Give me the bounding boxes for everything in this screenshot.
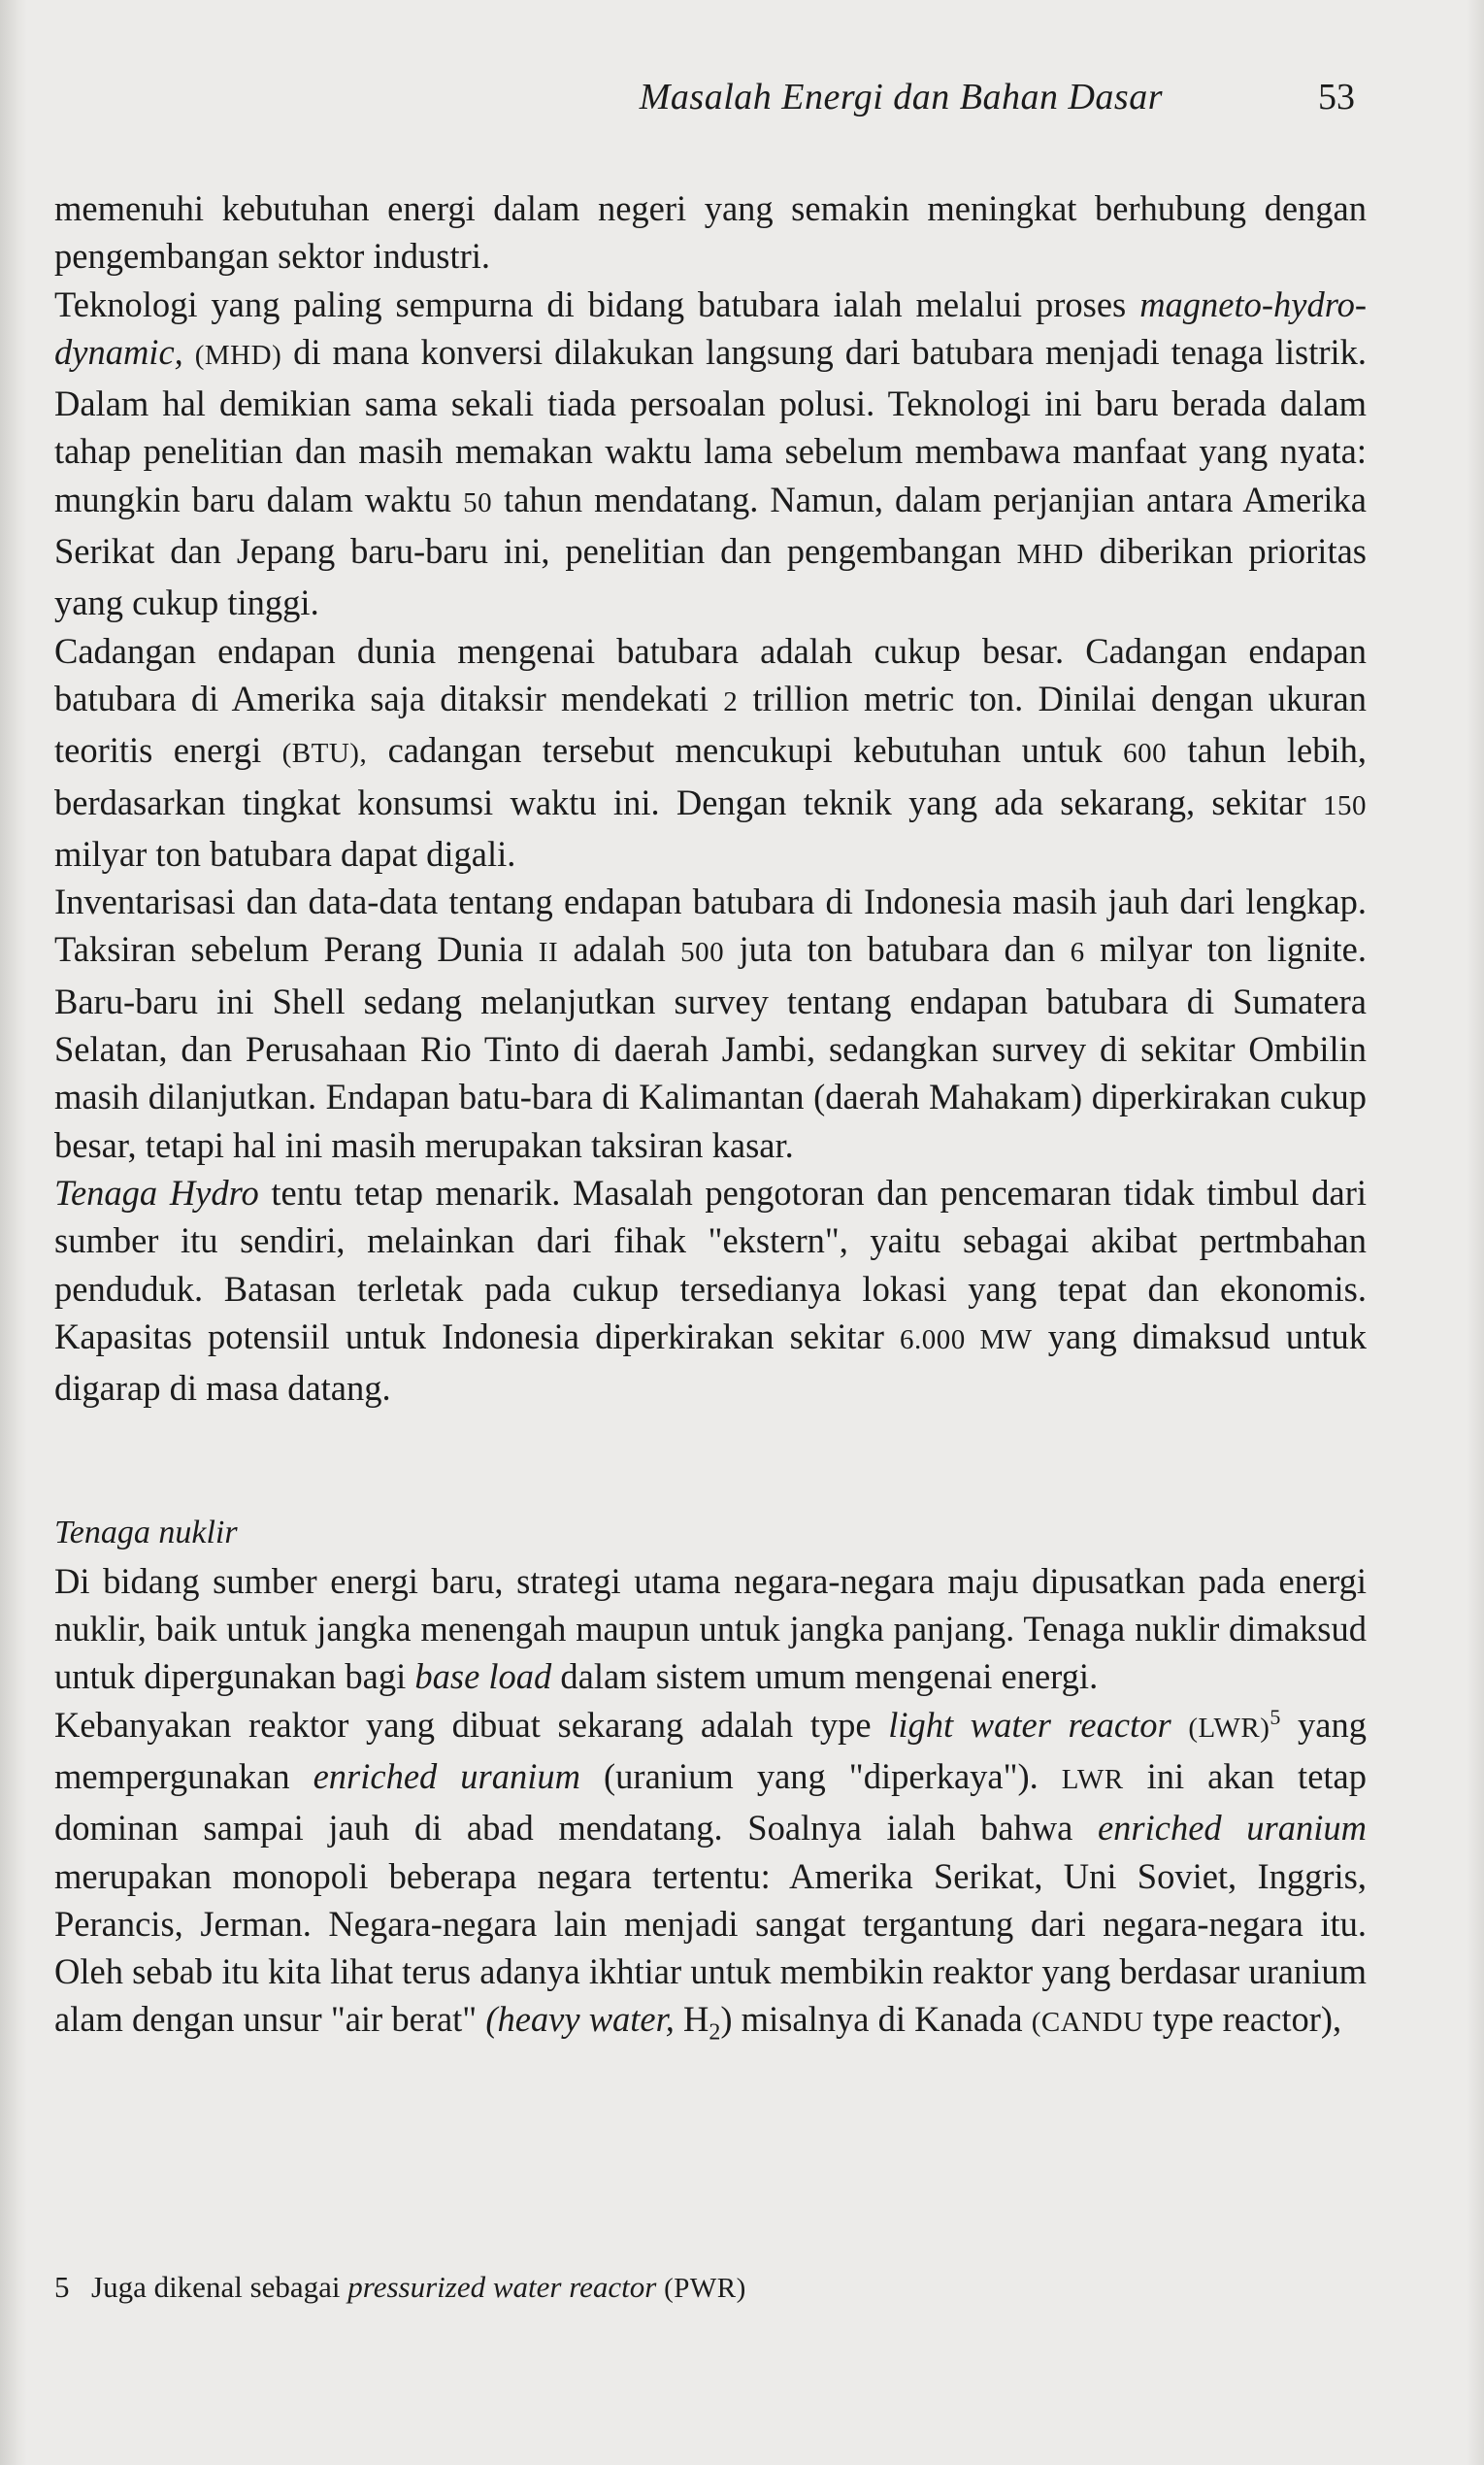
abbr-mhd-2: MHD xyxy=(1016,539,1084,571)
term-heavy-water: (heavy water, xyxy=(485,1999,675,2040)
term-base-load: base load xyxy=(414,1656,552,1697)
text-run: di mana konversi dilakukan langsung dari batubara menjadi tenaga listrik. Dalam hal demikian sama sekali tiada persoalan polusi. Teknologi ini baru berada dalam tahap penelitian dan masih memakan waktu lama sebelum membawa manfaat yang nyata: mungkin baru dalam waktu xyxy=(54,331,1368,519)
scan-left-edge xyxy=(0,0,27,2465)
text-run: Cadangan endapan dunia mengenai batubara adalah cukup besar. Cadangan endapan batubara di Amerika saja ditaksir mendekati xyxy=(54,630,1367,718)
text-run: dalam sistem umum mengenai energi. xyxy=(551,1656,1099,1697)
page-number: 53 xyxy=(1318,77,1355,117)
footnote-text: Juga dikenal sebagai xyxy=(91,2270,348,2304)
footnote-term: pressurized water reactor xyxy=(347,2270,657,2304)
text-run: Teknologi yang paling sempurna di bidang batubara ialah melalui proses xyxy=(54,283,1140,324)
text-run: Di bidang sumber energi baru, strategi utama negara-negara maju dipusatkan pada energi nuklir, baik untuk jangka menengah maupun untuk jangka panjang. Tenaga nuklir dimaksud untuk dipergunakan bagi xyxy=(54,1560,1367,1697)
number-150: 150 xyxy=(1323,789,1367,821)
paragraph-mhd-technology xyxy=(54,281,1367,627)
text-run: (uranium yang "diperkaya"). xyxy=(580,1755,1062,1796)
text-run: ) misalnya di Kanada xyxy=(720,1999,1032,2040)
section-heading-text: Tenaga nuklir xyxy=(54,1515,238,1551)
paragraph-world-reserves xyxy=(54,627,1367,878)
abbr-mhd: (MHD) xyxy=(194,339,282,371)
abbr-btu: (BTU), xyxy=(281,738,368,770)
text-run: cadangan tersebut mencukupi kebutuhan untuk xyxy=(367,730,1124,771)
footnote-number: 5 xyxy=(54,2270,70,2304)
text-run: milyar ton lignite. Baru-baru ini Shell sedang melanjutkan survey tentang endapan batubara di Sumatera Selatan, dan Perusahaan Rio Tinto di daerah Jambi, sedangkan survey di sekitar Ombilin masih dilanjutkan. Endapan batu-bara di Kalimantan (daerah Mahakam) diperkirakan cukup besar, tetapi hal ini masih merupakan taksiran kasar. xyxy=(54,929,1367,1165)
running-title: Masalah Energi dan Bahan Dasar xyxy=(639,77,1163,117)
paragraph-reactor-types xyxy=(54,1701,1367,2048)
text-run: H xyxy=(674,1999,709,2040)
paragraph-industry-demand xyxy=(54,184,1367,281)
text-run: Kebanyakan reaktor yang dibuat sekarang adalah type xyxy=(54,1704,889,1745)
text-run: milyar ton batubara dapat digali. xyxy=(54,833,516,874)
footnote-abbr: (PWR) xyxy=(664,2273,746,2304)
footnote xyxy=(54,2268,1367,2308)
number-two: 2 xyxy=(723,685,739,717)
scan-right-edge xyxy=(1467,0,1484,2465)
subscript-two: 2 xyxy=(709,2019,721,2046)
abbr-lwr-2: LWR xyxy=(1061,1763,1124,1795)
number-500: 500 xyxy=(680,937,725,969)
term-hydro: Tenaga Hydro xyxy=(54,1172,259,1213)
text-run: ini akan tetap dominan sampai jauh di abad mendatang. Soalnya ialah bahwa xyxy=(54,1755,1367,1849)
term-lwr: light water reactor xyxy=(888,1704,1171,1745)
text-run: yang mempergunakan xyxy=(54,1704,1367,1796)
text-run: adalah xyxy=(558,929,681,970)
text-run: tahun lebih, berdasarkan tingkat konsumsi waktu ini. Dengan teknik yang ada sekarang, sekitar xyxy=(54,730,1367,822)
text-run: tahun mendatang. Namun, dalam perjanjian antara Amerika Serikat dan Jepang baru-baru ini, penelitian dan pengembangan xyxy=(54,479,1367,572)
roman-ii: II xyxy=(538,937,559,969)
number-6: 6 xyxy=(1070,937,1085,969)
paragraph-indonesia-inventory xyxy=(54,878,1367,1169)
page-header xyxy=(54,76,1355,130)
text-run: merupakan monopoli beberapa negara tertentu: Amerika Serikat, Uni Soviet, Inggris, Perancis, Jerman. Negara-negara lain menjadi sangat tergantung dari negara-negara itu. Oleh sebab itu kita lihat terus adanya ikhtiar untuk membikin reaktor yang berdasar uranium alam dengan unsur "air berat" xyxy=(54,1855,1367,2040)
text-run: type reactor), xyxy=(1143,1999,1342,2040)
number-fifty: 50 xyxy=(463,486,493,518)
text-run: trillion metric ton. Dinilai dengan ukuran teoritis energi xyxy=(54,678,1367,771)
page-body xyxy=(54,184,1367,2048)
text-run: memenuhi kebutuhan energi dalam negeri yang semakin meningkat berhubung dengan pengembangan sektor industri. xyxy=(54,188,1367,277)
term-enriched-uranium-2: enriched uranium xyxy=(1097,1808,1367,1849)
term-mhd: magneto-hydro-dynamic, xyxy=(54,283,1367,372)
paragraph-nuclear-strategy xyxy=(54,1557,1367,1701)
footnote-ref: 5 xyxy=(1270,1704,1281,1729)
abbr-lwr: (LWR) xyxy=(1188,1712,1270,1744)
number-600: 600 xyxy=(1123,738,1168,770)
text-run: diberikan prioritas yang cukup tinggi. xyxy=(54,531,1367,623)
text-run: Inventarisasi dan data-data tentang endapan batubara di Indonesia masih jauh dari lengkap. Taksiran sebelum Perang Dunia xyxy=(54,882,1367,970)
text-run: juta ton batubara dan xyxy=(724,929,1071,970)
number-6000-mw: 6.000 MW xyxy=(900,1323,1033,1355)
abbr-candu: (CANDU xyxy=(1031,2007,1144,2039)
text-run: yang dimaksud untuk digarap di masa datang. xyxy=(54,1316,1367,1409)
paragraph-hydro xyxy=(54,1169,1367,1412)
term-enriched-uranium: enriched uranium xyxy=(313,1755,581,1796)
section-heading-nuclear xyxy=(54,1507,1367,1556)
text-run: tentu tetap menarik. Masalah pengotoran dan pencemaran tidak timbul dari sumber itu sendiri, melainkan dari fihak "ekstern", yaitu sebagai akibat pertmbahan penduduk. Batasan terletak pada cukup tersedianya lokasi yang tepat dan ekonomis. Kapasitas potensiil untuk Indonesia diperkirakan sekitar xyxy=(54,1172,1367,1356)
